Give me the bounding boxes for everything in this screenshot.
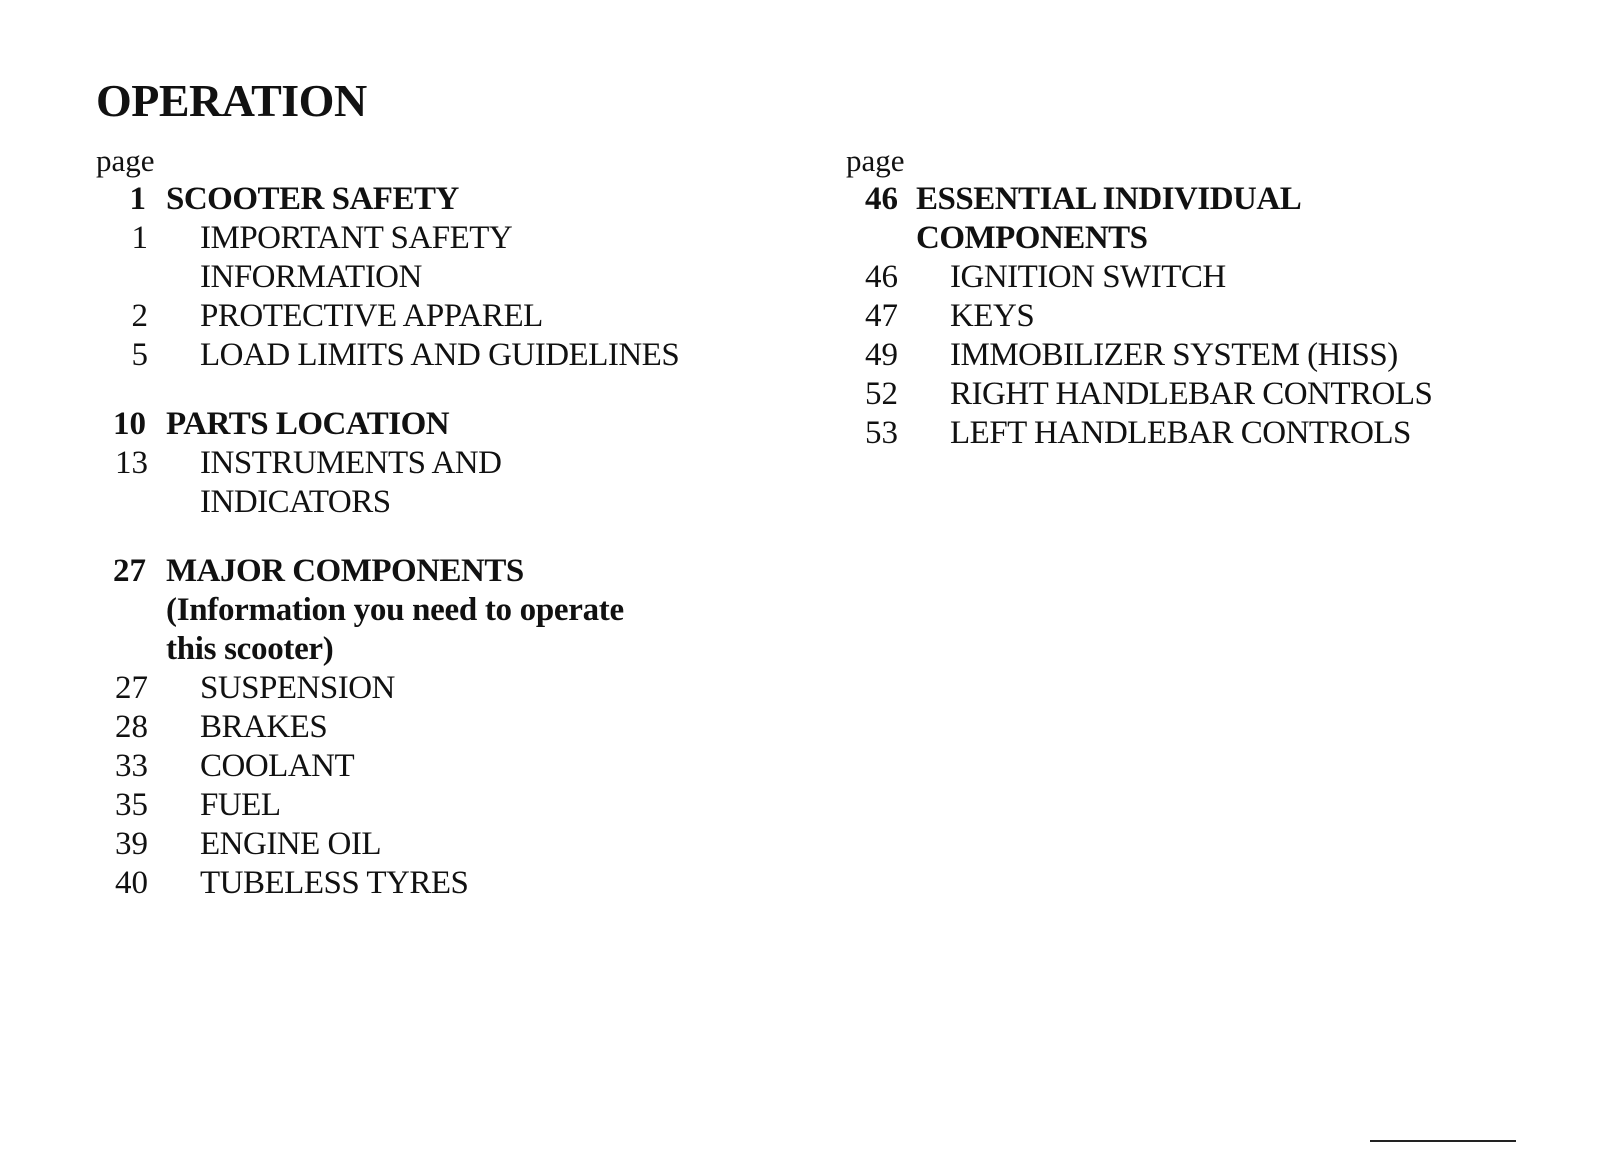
toc-page-number: 52	[865, 376, 898, 412]
toc-entry[interactable]	[96, 825, 776, 864]
toc-page-number: 27	[115, 670, 148, 706]
toc-entry[interactable]	[96, 786, 776, 825]
toc-entry-label: COOLANT	[200, 748, 355, 784]
toc-entry[interactable]	[846, 336, 1566, 375]
toc-page-number: 53	[865, 415, 898, 451]
toc-heading-label: SCOOTER SAFETY	[166, 181, 459, 217]
toc-section-note: (Information you need to operate this scooter)	[166, 592, 624, 667]
toc-page-number: 46	[865, 259, 898, 295]
toc-section-parts-location	[96, 405, 776, 522]
toc-page-number: 33	[115, 748, 148, 784]
toc-entry-label: RIGHT HANDLEBAR CONTROLS	[950, 376, 1433, 412]
toc-entry[interactable]	[96, 444, 776, 522]
toc-page-number: 47	[865, 298, 898, 334]
toc-entry-label: BRAKES	[200, 709, 328, 745]
toc-section-scooter-safety	[96, 180, 776, 375]
toc-entry-label: PROTECTIVE APPAREL	[200, 298, 543, 334]
toc-entry-label: KEYS	[950, 298, 1035, 334]
toc-entry[interactable]	[96, 669, 776, 708]
toc-page-number: 5	[131, 337, 148, 373]
toc-entry-label: SUSPENSION	[200, 670, 395, 706]
toc-entry-label: ENGINE OIL	[200, 826, 382, 862]
toc-entry-label: LOAD LIMITS AND GUIDELINES	[200, 337, 680, 373]
toc-page-number: 27	[113, 553, 146, 589]
toc-entry[interactable]	[96, 336, 776, 375]
toc-entry-label: IMMOBILIZER SYSTEM (HISS)	[950, 337, 1398, 373]
toc-entry-label: TUBELESS TYRES	[200, 865, 469, 901]
toc-page-number: 2	[131, 298, 148, 334]
toc-section-major-components	[96, 552, 776, 903]
toc-heading-label: PARTS LOCATION	[166, 406, 450, 442]
toc-page-number: 1	[129, 181, 146, 217]
toc-entry-label: FUEL	[200, 787, 281, 823]
toc-left-column	[96, 142, 776, 903]
page-column-label: page	[96, 143, 155, 178]
toc-page-number: 28	[115, 709, 148, 745]
toc-heading[interactable]	[846, 180, 1566, 258]
toc-heading[interactable]	[96, 405, 776, 444]
toc-heading-label: MAJOR COMPONENTS	[166, 553, 524, 589]
toc-page-number: 49	[865, 337, 898, 373]
toc-heading[interactable]	[96, 180, 776, 219]
toc-entry[interactable]	[846, 258, 1566, 297]
toc-entry-label: IMPORTANT SAFETY INFORMATION	[200, 220, 513, 295]
toc-entry[interactable]	[96, 219, 776, 297]
toc-right-column	[846, 142, 1566, 453]
toc-entry[interactable]	[846, 375, 1566, 414]
toc-page-number: 39	[115, 826, 148, 862]
toc-entry[interactable]	[96, 297, 776, 336]
toc-page-number: 13	[115, 445, 148, 481]
toc-page-number: 46	[865, 181, 898, 217]
page-column-label: page	[846, 143, 905, 178]
toc-page-number: 10	[113, 406, 146, 442]
footer-rule	[1370, 1140, 1516, 1142]
page-title: OPERATION	[96, 75, 367, 126]
toc-heading[interactable]	[96, 552, 776, 591]
toc-page-number: 35	[115, 787, 148, 823]
toc-page-number: 40	[115, 865, 148, 901]
toc-entry-label: LEFT HANDLEBAR CONTROLS	[950, 415, 1411, 451]
toc-entry-label: IGNITION SWITCH	[950, 259, 1226, 295]
toc-page-number: 1	[131, 220, 148, 256]
toc-heading-label: ESSENTIAL INDIVIDUAL COMPONENTS	[916, 181, 1302, 256]
toc-entry[interactable]	[96, 747, 776, 786]
toc-entry[interactable]	[846, 414, 1566, 453]
toc-section-essential-components	[846, 180, 1566, 453]
toc-entry-label: INSTRUMENTS AND INDICATORS	[200, 445, 502, 520]
toc-entry[interactable]	[96, 708, 776, 747]
toc-entry[interactable]	[846, 297, 1566, 336]
toc-entry[interactable]	[96, 864, 776, 903]
